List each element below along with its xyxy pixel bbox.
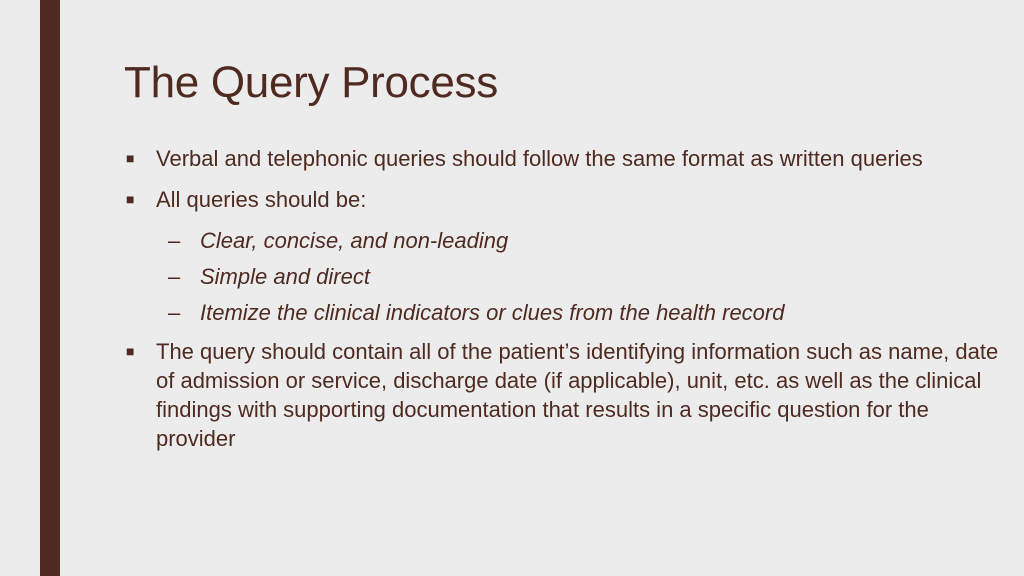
sub-bullet-text: Itemize the clinical indicators or clues from the health record [200, 300, 785, 325]
square-bullet-icon: ■ [126, 191, 135, 207]
sub-bullet-item [124, 298, 1004, 327]
bullet-text: All queries should be: [156, 187, 367, 212]
dash-bullet-icon: – [168, 228, 181, 253]
sub-bullet-item [124, 262, 1004, 291]
sub-bullet-text: Simple and direct [200, 264, 370, 289]
slide-title: The Query Process [124, 58, 498, 107]
bullet-item [124, 144, 1004, 173]
dash-bullet-icon: – [168, 264, 181, 289]
bullet-item [124, 337, 1004, 453]
bullet-text: The query should contain all of the patient’s identifying information such as name, date of admission or service, discharge date (if applicable), unit, etc. as well as the clinical findings with supporting documentation that results in a specific question for the provider [156, 339, 999, 451]
square-bullet-icon: ■ [126, 343, 135, 359]
slide-content [124, 144, 1004, 465]
square-bullet-icon: ■ [126, 150, 135, 166]
sub-list [124, 226, 1004, 327]
dash-bullet-icon: – [168, 300, 181, 325]
sub-bullet-text: Clear, concise, and non-leading [200, 228, 509, 253]
bullet-item [124, 185, 1004, 214]
sub-bullet-item [124, 226, 1004, 255]
bullet-text: Verbal and telephonic queries should follow the same format as written queries [156, 146, 923, 171]
accent-bar [40, 0, 60, 576]
